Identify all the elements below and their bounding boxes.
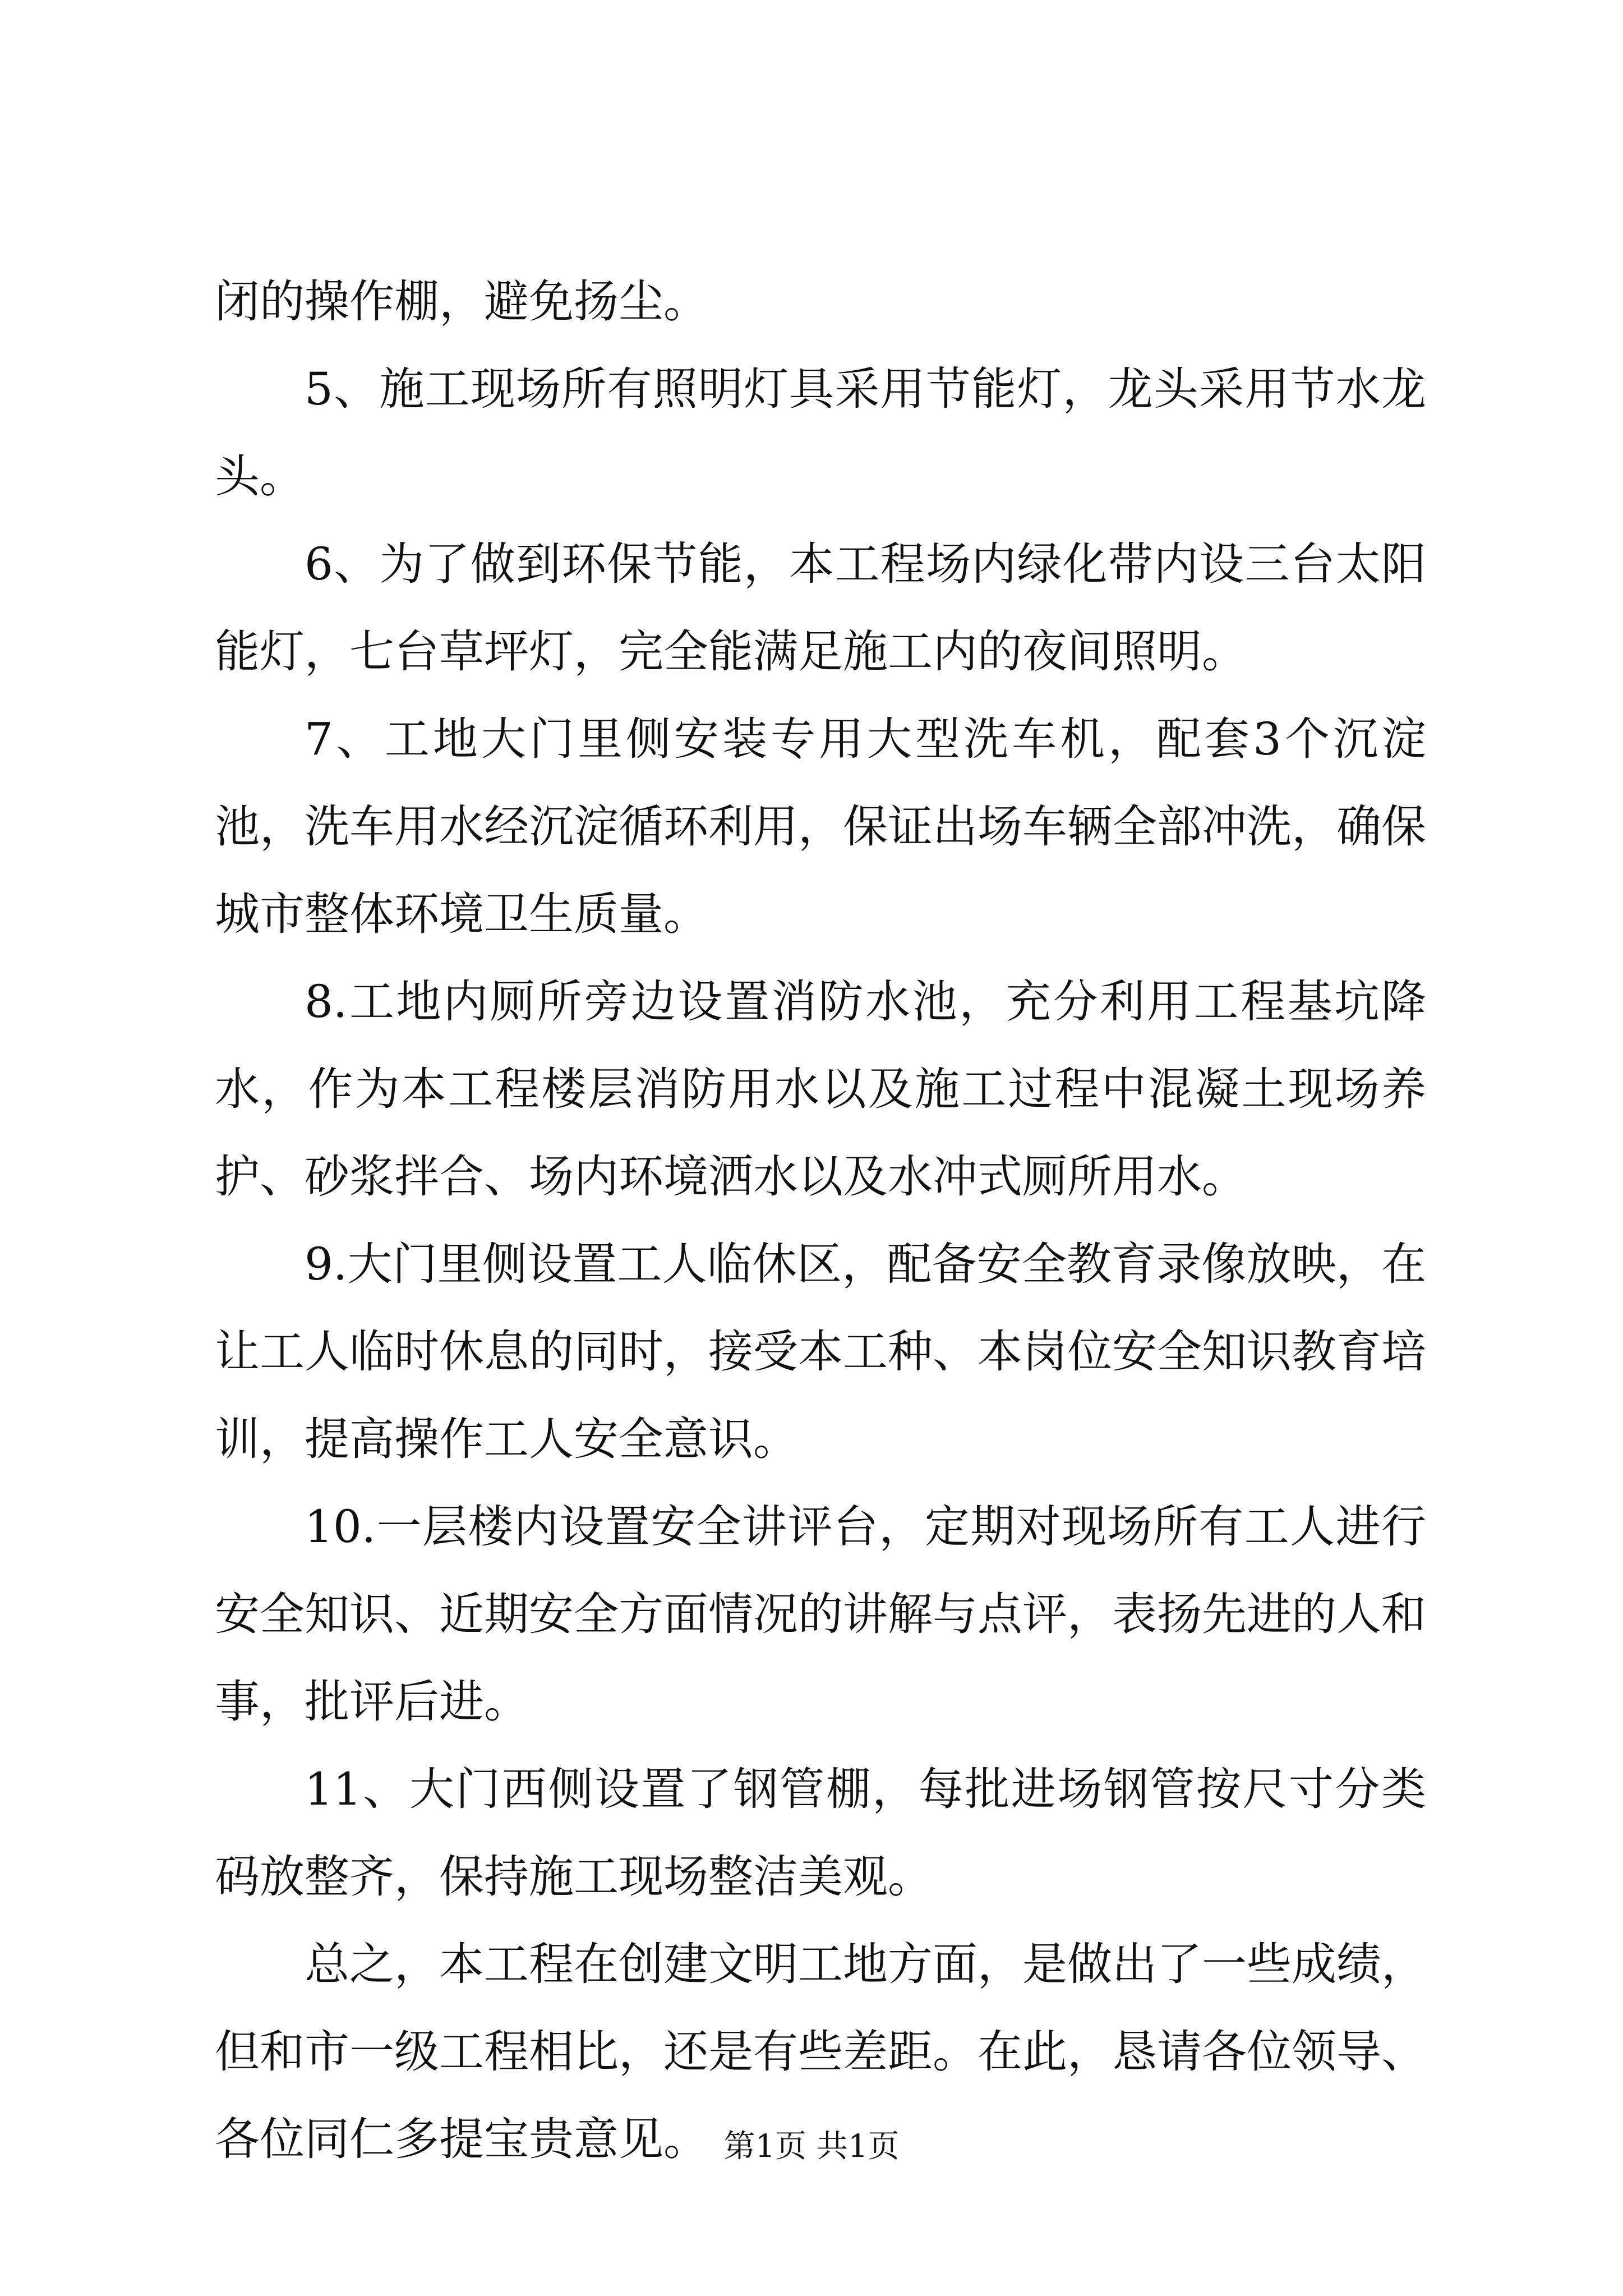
paragraph-item-11: 11、大门西侧设置了钢管棚，每批进场钢管按尺寸分类码放整齐，保持施工现场整洁美观。 xyxy=(215,1763,1426,1903)
paragraph-item-6: 6、为了做到环保节能，本工程场内绿化带内设三台太阳能灯，七台草坪灯，完全能满足施工内的夜间照明。 xyxy=(215,538,1426,678)
page-footer: 第1页 共1页 xyxy=(723,2128,900,2165)
paragraph-item-5: 5、施工现场所有照明灯具采用节能灯，龙头采用节水龙头。 xyxy=(215,363,1426,503)
paragraph-item-8: 8.工地内厕所旁边设置消防水池，充分利用工程基坑降水，作为本工程楼层消防用水以及施工过程中混凝土现场养护、砂浆拌合、场内环境洒水以及水冲式厕所用水。 xyxy=(215,976,1426,1203)
paragraph-continuation: 闭的操作棚，避免扬尘。 xyxy=(215,275,708,328)
paragraph-item-7: 7、工地大门里侧安装专用大型洗车机，配套3个沉淀池，洗车用水经沉淀循环利用，保证出场车辆全部冲洗，确保城市整体环境卫生质量。 xyxy=(215,713,1426,940)
document-body xyxy=(215,258,1426,2183)
paragraph-conclusion: 总之，本工程在创建文明工地方面，是做出了一些成绩，但和市一级工程相比，还是有些差距。在此，恳请各位领导、各位同仁多提宝贵意见。 xyxy=(215,1938,1426,2165)
paragraph-item-10: 10.一层楼内设置安全讲评台，定期对现场所有工人进行安全知识、近期安全方面情况的讲解与点评，表扬先进的人和事，批评后进。 xyxy=(215,1501,1426,1728)
paragraph-item-9: 9.大门里侧设置工人临休区，配备安全教育录像放映，在让工人临时休息的同时，接受本工种、本岗位安全知识教育培训，提高操作工人安全意识。 xyxy=(215,1238,1426,1465)
